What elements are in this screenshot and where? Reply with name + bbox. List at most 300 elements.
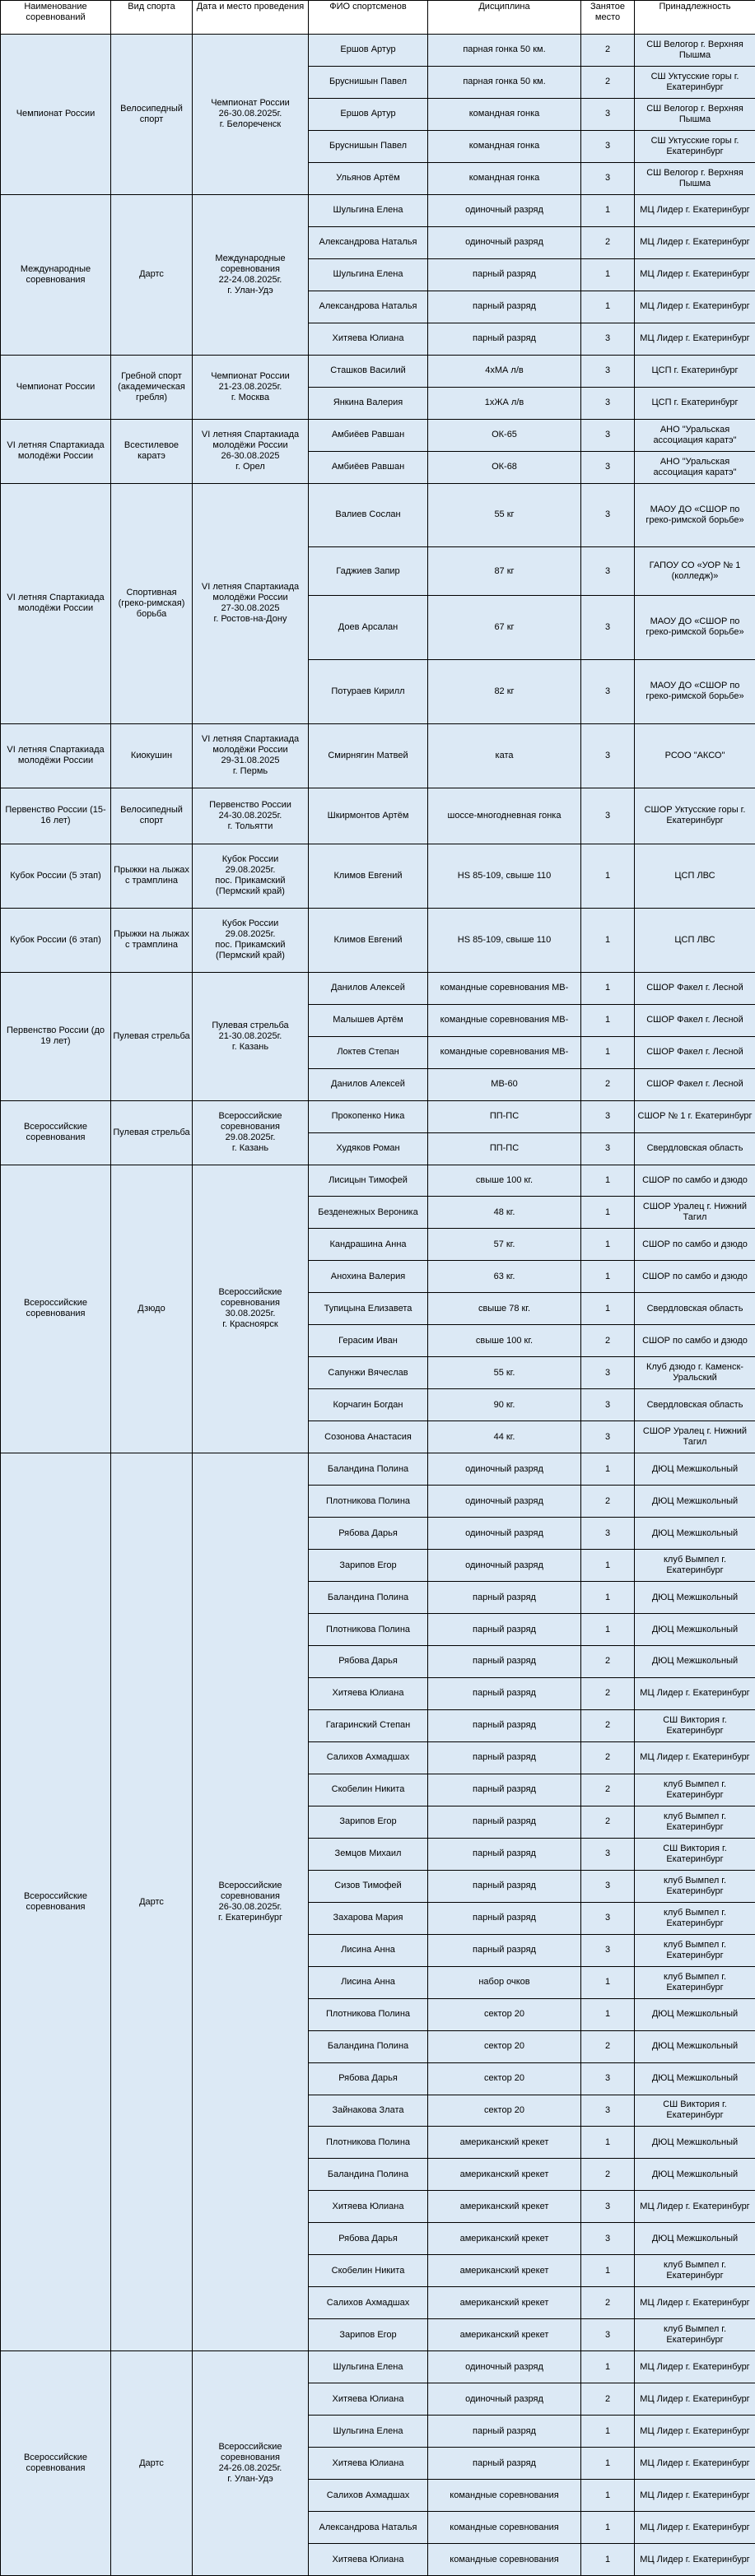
team: ДЮЦ Межшкольный [634,1613,755,1646]
competition-details: Пулевая стрельба 21-30.08.2025г. г. Казань [192,972,309,1101]
competition-details: Всероссийские соревнования 30.08.2025г. г. Красноярск [192,1165,309,1454]
place: 1 [580,972,635,1005]
discipline: 48 кг. [427,1196,581,1229]
athlete-name: Локтев Степан [308,1036,428,1069]
place: 3 [580,788,635,844]
team: ЦСП ЛВС [634,844,755,909]
team: СШОР Уралец г. Нижний Тагил [634,1196,755,1229]
team: СШ Уктусские горы г. Екатеринбург [634,66,755,99]
discipline: 87 кг [427,546,581,595]
discipline: командные соревнования [427,2543,581,2576]
athlete-name: Доев Арсалан [308,595,428,660]
place: 2 [580,34,635,67]
competition-name: Кубок России (6 этап) [0,908,111,973]
discipline: парный разряд [427,258,581,291]
team: МЦ Лидер г. Екатеринбург [634,2350,755,2383]
discipline: командные соревнования [427,2479,581,2512]
discipline: ПП-ПС [427,1132,581,1165]
team: клуб Вымпел г. Екатеринбург [634,1934,755,1967]
team: ДЮЦ Межшкольный [634,2062,755,2095]
discipline: парный разряд [427,1677,581,1710]
athlete-name: Гаджиев Запир [308,546,428,595]
discipline: парный разряд [427,1902,581,1935]
sport-name: Дартс [110,194,193,356]
discipline: американский крекет [427,2254,581,2287]
discipline: парный разряд [427,2415,581,2448]
discipline: шоссе-многодневная гонка [427,788,581,844]
place: 1 [580,2447,635,2480]
place: 3 [580,1421,635,1453]
place: 1 [580,291,635,323]
discipline: командные соревнования МВ- [427,1004,581,1037]
place: 1 [580,1549,635,1582]
athlete-name: Ершов Артур [308,98,428,131]
athlete-name: Сапунжи Вячеслав [308,1356,428,1389]
place: 2 [580,2383,635,2416]
team: МЦ Лидер г. Екатеринбург [634,2286,755,2319]
team: СШ Виктория г. Екатеринбург [634,1709,755,1742]
team: клуб Вымпел г. Екатеринбург [634,1549,755,1582]
discipline: парный разряд [427,1774,581,1806]
sport-name: Всестилевое каратэ [110,419,193,484]
team: СШОР по самбо и дзюдо [634,1165,755,1197]
place: 3 [580,355,635,388]
discipline: сектор 20 [427,1998,581,2031]
discipline: свыше 100 кг. [427,1165,581,1197]
sport-name: Спортивная (греко-римская) борьба [110,483,193,724]
athlete-name: Худяков Роман [308,1132,428,1165]
athlete-name: Сташков Василий [308,355,428,388]
athlete-name: Плотникова Полина [308,1998,428,2031]
athlete-name: Корчагин Богдан [308,1388,428,1421]
place: 1 [580,1453,635,1486]
team: СШОР Уралец г. Нижний Тагил [634,1421,755,1453]
team: ДЮЦ Межшкольный [634,2126,755,2159]
athlete-name: Шульгина Елена [308,2415,428,2448]
place: 1 [580,2543,635,2576]
team: клуб Вымпел г. Екатеринбург [634,1774,755,1806]
place: 1 [580,1036,635,1069]
competition-details: VI летняя Спартакиада молодёжи России 26-30.08.2025 г. Орел [192,419,309,484]
athlete-name: Потураев Кирилл [308,659,428,724]
team: ГАПОУ СО «УОР № 1 (колледж)» [634,546,755,595]
discipline: командная гонка [427,162,581,195]
athlete-name: Плотникова Полина [308,2126,428,2159]
athlete-name: Климов Евгений [308,908,428,973]
athlete-name: Скобелин Никита [308,1774,428,1806]
discipline: 63 кг. [427,1260,581,1293]
competition-name: Первенство России (до 19 лет) [0,972,111,1101]
athlete-name: Бруснишын Павел [308,66,428,99]
team: ДЮЦ Межшкольный [634,1517,755,1550]
place: 3 [580,1902,635,1935]
place: 2 [580,2286,635,2319]
team: СШ Виктория г. Екатеринбург [634,1838,755,1871]
place: 3 [580,2318,635,2351]
sport-name: Дартс [110,2350,193,2576]
place: 1 [580,844,635,909]
competition-details: VI летняя Спартакиада молодёжи России 29-31.08.2025 г. Пермь [192,723,309,788]
place: 1 [580,2415,635,2448]
athlete-name: Созонова Анастасия [308,1421,428,1453]
team: Свердловская область [634,1292,755,1325]
place: 1 [580,1966,635,1999]
place: 3 [580,1870,635,1903]
team: СШОР Факел г. Лесной [634,1036,755,1069]
team: МЦ Лидер г. Екатеринбург [634,323,755,356]
team: СШОР Факел г. Лесной [634,972,755,1005]
competition-name: Международные соревнования [0,194,111,356]
sport-name: Гребной спорт (академическая гребля) [110,355,193,420]
discipline: командные соревнования МВ- [427,972,581,1005]
team: МЦ Лидер г. Екатеринбург [634,1741,755,1774]
competition-details: Чемпионат России 26-30.08.2025г. г. Белореченск [192,34,309,195]
header-sport: Вид спорта [110,0,193,35]
place: 3 [580,659,635,724]
athlete-name: Рябова Дарья [308,2062,428,2095]
athlete-name: Малышев Артём [308,1004,428,1037]
discipline: американский крекет [427,2190,581,2223]
athlete-name: Захарова Мария [308,1902,428,1935]
team: ДЮЦ Межшкольный [634,1453,755,1486]
athlete-name: Александрова Наталья [308,226,428,259]
place: 3 [580,451,635,484]
team: СШОР по самбо и дзюдо [634,1324,755,1357]
athlete-name: Земцов Михаил [308,1838,428,1871]
place: 1 [580,908,635,973]
competition-name: Первенство России (15-16 лет) [0,788,111,844]
sport-name: Прыжки на лыжах с трамплина [110,844,193,909]
athlete-name: Ульянов Артём [308,162,428,195]
athlete-name: Данилов Алексей [308,1068,428,1101]
team: клуб Вымпел г. Екатеринбург [634,1966,755,1999]
place: 3 [580,723,635,788]
place: 3 [580,130,635,163]
place: 2 [580,2030,635,2063]
team: МЦ Лидер г. Екатеринбург [634,291,755,323]
team: МАОУ ДО «СШОР по греко-римской борьбе» [634,659,755,724]
athlete-name: Кандрашина Анна [308,1228,428,1261]
team: МЦ Лидер г. Екатеринбург [634,258,755,291]
discipline: парный разряд [427,1741,581,1774]
place: 2 [580,226,635,259]
discipline: одиночный разряд [427,194,581,227]
athlete-name: Амбиёев Равшан [308,451,428,484]
athlete-name: Баландина Полина [308,1453,428,1486]
team: ЦСП г. Екатеринбург [634,387,755,420]
discipline: командные соревнования [427,2511,581,2544]
competition-details: Международные соревнования 22-24.08.2025г. г. Улан-Удэ [192,194,309,356]
place: 2 [580,1324,635,1357]
discipline: парный разряд [427,1709,581,1742]
athlete-name: Лисина Анна [308,1966,428,1999]
place: 1 [580,1165,635,1197]
discipline: HS 85-109, свыше 110 [427,908,581,973]
place: 3 [580,2095,635,2127]
discipline: набор очков [427,1966,581,1999]
athlete-name: Салихов Ахмадшах [308,1741,428,1774]
sport-name: Киокушин [110,723,193,788]
athlete-name: Амбиёев Равшан [308,419,428,452]
discipline: одиночный разряд [427,2383,581,2416]
discipline: 4хМА л/в [427,355,581,388]
discipline: сектор 20 [427,2062,581,2095]
discipline: свыше 78 кг. [427,1292,581,1325]
athlete-name: Шульгина Елена [308,2350,428,2383]
discipline: парный разряд [427,1645,581,1678]
discipline: 1хЖА л/в [427,387,581,420]
discipline: американский крекет [427,2222,581,2255]
competition-details: Кубок России 29.08.2025г. пос. Прикамский (Пермский край) [192,844,309,909]
athlete-name: Баландина Полина [308,2030,428,2063]
discipline: одиночный разряд [427,1485,581,1518]
sport-name: Дзюдо [110,1165,193,1454]
place: 1 [580,1613,635,1646]
place: 1 [580,2479,635,2512]
athlete-name: Валиев Сослан [308,483,428,548]
discipline: сектор 20 [427,2095,581,2127]
place: 2 [580,1645,635,1678]
team: ЦСП ЛВС [634,908,755,973]
athlete-name: Хитяева Юлиана [308,2383,428,2416]
team: АНО "Уральская ассоциация каратэ" [634,451,755,484]
place: 3 [580,546,635,595]
discipline: командная гонка [427,130,581,163]
place: 3 [580,1100,635,1133]
sport-name: Пулевая стрельба [110,972,193,1101]
place: 3 [580,1517,635,1550]
team: клуб Вымпел г. Екатеринбург [634,1870,755,1903]
athlete-name: Климов Евгений [308,844,428,909]
athlete-name: Скобелин Никита [308,2254,428,2287]
athlete-name: Зарипов Егор [308,1806,428,1839]
sport-name: Пулевая стрельба [110,1100,193,1165]
place: 2 [580,1741,635,1774]
team: МЦ Лидер г. Екатеринбург [634,2543,755,2576]
team: СШ Уктусские горы г. Екатеринбург [634,130,755,163]
competition-name: VI летняя Спартакиада молодёжи России [0,419,111,484]
discipline: одиночный разряд [427,226,581,259]
discipline: одиночный разряд [427,1453,581,1486]
team: МЦ Лидер г. Екатеринбург [634,226,755,259]
place: 3 [580,98,635,131]
place: 2 [580,1806,635,1839]
discipline: командная гонка [427,98,581,131]
discipline: свыше 100 кг. [427,1324,581,1357]
athlete-name: Зарипов Егор [308,1549,428,1582]
discipline: парная гонка 50 км. [427,66,581,99]
discipline: МВ-60 [427,1068,581,1101]
place: 3 [580,1388,635,1421]
team: Клуб дзюдо г. Каменск-Уральский [634,1356,755,1389]
athlete-name: Рябова Дарья [308,1645,428,1678]
place: 2 [580,1774,635,1806]
athlete-name: Александрова Наталья [308,291,428,323]
athlete-name: Хитяева Юлиана [308,2190,428,2223]
discipline: парный разряд [427,323,581,356]
team: клуб Вымпел г. Екатеринбург [634,2254,755,2287]
athlete-name: Данилов Алексей [308,972,428,1005]
place: 1 [580,1998,635,2031]
competition-name: Всероссийские соревнования [0,1100,111,1165]
discipline: 55 кг. [427,1356,581,1389]
team: СШОР по самбо и дзюдо [634,1260,755,1293]
competition-name: VI летняя Спартакиада молодёжи России [0,483,111,724]
sport-name: Прыжки на лыжах с трамплина [110,908,193,973]
team: СШОР Факел г. Лесной [634,1004,755,1037]
discipline: парный разряд [427,2447,581,2480]
team: МЦ Лидер г. Екатеринбург [634,2415,755,2448]
header-place: Занятое место [580,0,635,35]
discipline: парный разряд [427,291,581,323]
place: 3 [580,1132,635,1165]
team: МЦ Лидер г. Екатеринбург [634,2383,755,2416]
header-competition: Наименование соревнований [0,0,111,35]
team: Свердловская область [634,1388,755,1421]
team: СШОР Уктусские горы г. Екатеринбург [634,788,755,844]
discipline: парная гонка 50 км. [427,34,581,67]
discipline: ката [427,723,581,788]
competition-details: Всероссийские соревнования 24-26.08.2025г. г. Улан-Удэ [192,2350,309,2576]
discipline: ОК-68 [427,451,581,484]
athlete-name: Баландина Полина [308,1581,428,1614]
athlete-name: Герасим Иван [308,1324,428,1357]
athlete-name: Гагаринский Степан [308,1709,428,1742]
team: СШ Велогор г. Верхняя Пышма [634,34,755,67]
place: 1 [580,2126,635,2159]
athlete-name: Лисицын Тимофей [308,1165,428,1197]
team: МАОУ ДО «СШОР по греко-римской борьбе» [634,483,755,548]
competition-name: Всероссийские соревнования [0,2350,111,2576]
competition-details: Всероссийские соревнования 26-30.08.2025г. г. Екатеринбург [192,1453,309,2351]
team: клуб Вымпел г. Екатеринбург [634,2318,755,2351]
team: МЦ Лидер г. Екатеринбург [634,2447,755,2480]
discipline: одиночный разряд [427,1517,581,1550]
team: СШОР по самбо и дзюдо [634,1228,755,1261]
competition-details: Первенство России 24-30.08.2025г. г. Тольятти [192,788,309,844]
team: клуб Вымпел г. Екатеринбург [634,1902,755,1935]
athlete-name: Зарипов Егор [308,2318,428,2351]
team: ЦСП г. Екатеринбург [634,355,755,388]
place: 1 [580,1581,635,1614]
place: 3 [580,162,635,195]
team: МЦ Лидер г. Екатеринбург [634,2479,755,2512]
athlete-name: Плотникова Полина [308,1485,428,1518]
discipline: сектор 20 [427,2030,581,2063]
team: РСОО "АКСО" [634,723,755,788]
place: 3 [580,483,635,548]
place: 3 [580,323,635,356]
athlete-name: Зайнакова Злата [308,2095,428,2127]
discipline: командные соревнования МВ- [427,1036,581,1069]
athlete-name: Смирнягин Матвей [308,723,428,788]
athlete-name: Баландина Полина [308,2158,428,2191]
discipline: 57 кг. [427,1228,581,1261]
competition-name: Всероссийские соревнования [0,1453,111,2351]
sport-name: Велосипедный спорт [110,34,193,195]
place: 3 [580,2222,635,2255]
competition-details: Чемпионат России 21-23.08.2025г. г. Москва [192,355,309,420]
athlete-name: Салихов Ахмадшах [308,2479,428,2512]
discipline: парный разряд [427,1581,581,1614]
place: 1 [580,258,635,291]
place: 1 [580,1292,635,1325]
sport-name: Велосипедный спорт [110,788,193,844]
team: клуб Вымпел г. Екатеринбург [634,1806,755,1839]
header-athlete: ФИО спортсменов [308,0,428,35]
discipline: 67 кг [427,595,581,660]
header-team: Принадлежность [634,0,755,35]
team: СШ Виктория г. Екатеринбург [634,2095,755,2127]
place: 3 [580,595,635,660]
place: 1 [580,194,635,227]
place: 1 [580,1196,635,1229]
athlete-name: Сизов Тимофей [308,1870,428,1903]
athlete-name: Тупицына Елизавета [308,1292,428,1325]
team: МЦ Лидер г. Екатеринбург [634,2190,755,2223]
place: 3 [580,1356,635,1389]
place: 1 [580,2254,635,2287]
athlete-name: Салихов Ахмадшах [308,2286,428,2319]
place: 1 [580,1228,635,1261]
athlete-name: Рябова Дарья [308,2222,428,2255]
team: МЦ Лидер г. Екатеринбург [634,1677,755,1710]
place: 3 [580,2190,635,2223]
athlete-name: Хитяева Юлиана [308,2447,428,2480]
team: АНО "Уральская ассоциация каратэ" [634,419,755,452]
team: СШ Велогор г. Верхняя Пышма [634,98,755,131]
place: 2 [580,1709,635,1742]
team: ДЮЦ Межшкольный [634,2222,755,2255]
competition-name: Чемпионат России [0,355,111,420]
discipline: ОК-65 [427,419,581,452]
team: ДЮЦ Межшкольный [634,1581,755,1614]
competition-details: Всероссийские соревнования 29.08.2025г. г. Казань [192,1100,309,1165]
place: 2 [580,2158,635,2191]
discipline: 44 кг. [427,1421,581,1453]
competition-name: Кубок России (5 этап) [0,844,111,909]
athlete-name: Безденежных Вероника [308,1196,428,1229]
team: ДЮЦ Межшкольный [634,2158,755,2191]
athlete-name: Лисина Анна [308,1934,428,1967]
athlete-name: Шульгина Елена [308,194,428,227]
team: ДЮЦ Межшкольный [634,1485,755,1518]
team: СШОР Факел г. Лесной [634,1068,755,1101]
discipline: парный разряд [427,1870,581,1903]
competition-name: Всероссийские соревнования [0,1165,111,1454]
discipline: парный разряд [427,1838,581,1871]
athlete-name: Шульгина Елена [308,258,428,291]
team: ДЮЦ Межшкольный [634,2030,755,2063]
place: 1 [580,2350,635,2383]
discipline: американский крекет [427,2126,581,2159]
team: СШОР № 1 г. Екатеринбург [634,1100,755,1133]
discipline: парный разряд [427,1934,581,1967]
place: 2 [580,1068,635,1101]
athlete-name: Хитяева Юлиана [308,2543,428,2576]
discipline: парный разряд [427,1613,581,1646]
place: 3 [580,419,635,452]
athlete-name: Рябова Дарья [308,1517,428,1550]
discipline: ПП-ПС [427,1100,581,1133]
athlete-name: Прокопенко Ника [308,1100,428,1133]
athlete-name: Хитяева Юлиана [308,323,428,356]
discipline: 90 кг. [427,1388,581,1421]
athlete-name: Анохина Валерия [308,1260,428,1293]
place: 3 [580,1934,635,1967]
discipline: 82 кг [427,659,581,724]
athlete-name: Хитяева Юлиана [308,1677,428,1710]
